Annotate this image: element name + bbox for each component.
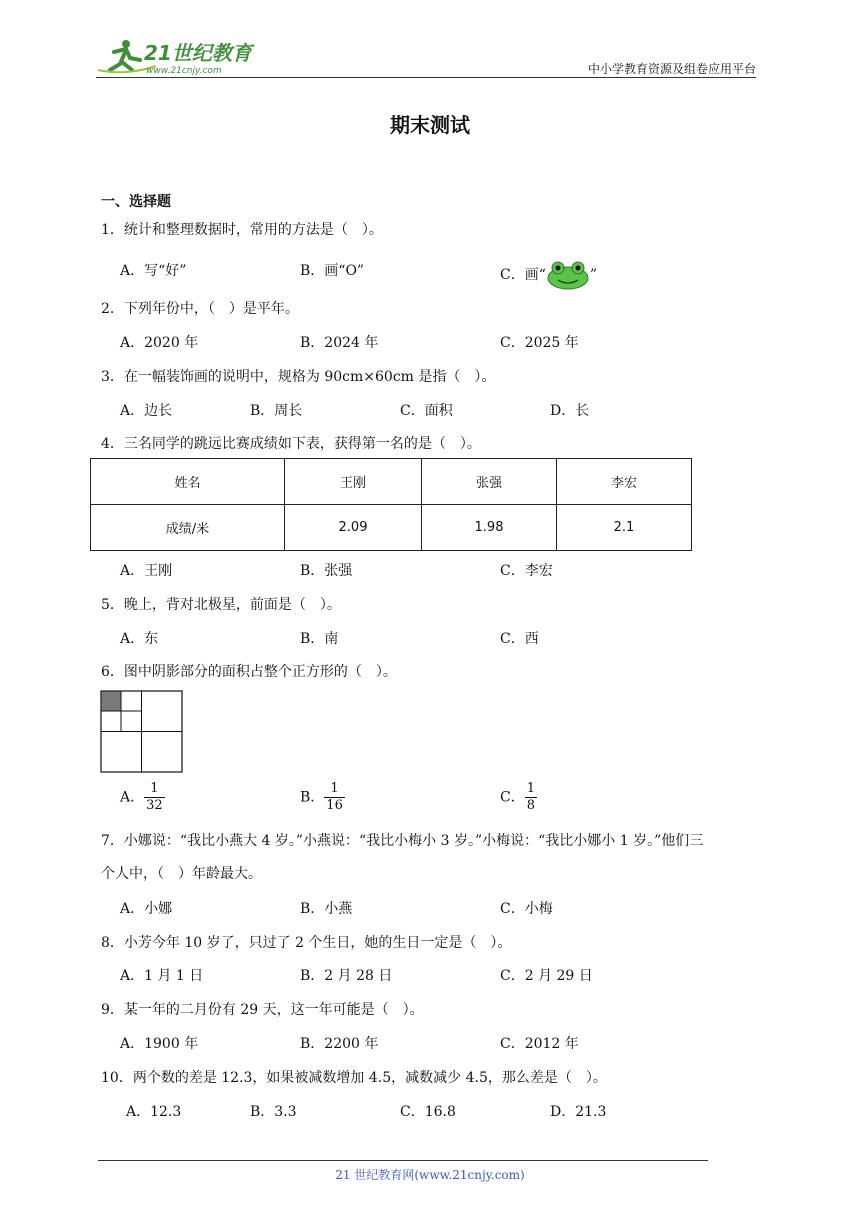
table-cell: 姓名	[91, 459, 285, 505]
q10-option-a: A．12.3	[126, 1104, 182, 1120]
fraction	[144, 781, 165, 814]
q7-option-b: B．小燕	[300, 901, 353, 917]
q1-option-c	[500, 260, 597, 290]
q4-option-a: A．王刚	[120, 563, 173, 579]
page-title: 期末测试	[390, 113, 470, 137]
site-logo	[96, 36, 261, 78]
option-label: C．	[500, 789, 525, 806]
question-10: 10．两个数的差是 12.3，如果被减数增加 4.5，减数减少 4.5，那么差是（ ）。	[101, 1070, 607, 1086]
table-cell: 2.09	[285, 505, 422, 551]
q3-option-d: D．长	[550, 403, 590, 419]
header-platform-text: 中小学教育资源及组卷应用平台	[587, 62, 756, 76]
q9-option-a: A．1900 年	[120, 1036, 199, 1052]
q3-option-b: B．周长	[250, 403, 303, 419]
question-9: 9．某一年的二月份有 29 天，这一年可能是（ ）。	[101, 1002, 424, 1018]
question-3: 3．在一幅装饰画的说明中，规格为 90cm×60cm 是指（ ）。	[101, 369, 496, 385]
section-heading: 一、选择题	[101, 194, 171, 210]
q7-option-a: A．小娜	[120, 901, 173, 917]
table-cell: 2.1	[557, 505, 692, 551]
question-8: 8．小芳今年 10 岁了，只过了 2 个生日，她的生日一定是（ ）。	[101, 935, 512, 951]
table-cell: 李宏	[557, 459, 692, 505]
q1-option-b: B．画“O”	[300, 263, 365, 279]
q9-option-c: C．2012 年	[500, 1036, 579, 1052]
q3-option-c: C．面积	[400, 403, 453, 419]
q5-option-b: B．南	[300, 631, 339, 647]
q5-option-c: C．西	[500, 631, 539, 647]
question-6: 6．图中阴影部分的面积占整个正方形的（ ）。	[101, 664, 397, 680]
q6-option-c	[500, 781, 537, 814]
denominator: 16	[326, 798, 343, 813]
q2-option-c: C．2025 年	[500, 335, 579, 351]
q6-option-b	[300, 781, 345, 814]
frog-icon	[546, 260, 590, 290]
q2-option-b: B．2024 年	[300, 335, 379, 351]
question-7-continued: 个人中，（ ）年龄最大。	[101, 866, 262, 882]
score-table	[90, 458, 692, 551]
question-2: 2．下列年份中，（ ）是平年。	[101, 301, 299, 317]
table-row	[91, 505, 692, 551]
q2-option-a: A．2020 年	[120, 335, 199, 351]
denominator: 32	[146, 798, 163, 813]
numerator: 1	[324, 781, 345, 798]
table-cell: 王刚	[285, 459, 422, 505]
q10-option-b: B．3.3	[250, 1104, 297, 1120]
numerator: 1	[526, 781, 535, 796]
option-label: B．	[300, 789, 325, 806]
q10-option-d: D．21.3	[550, 1104, 607, 1120]
table-cell: 1.98	[422, 505, 557, 551]
q9-option-b: B．2200 年	[300, 1036, 379, 1052]
q7-option-c: C．小梅	[500, 901, 553, 917]
q10-option-c: C．16.8	[400, 1104, 456, 1120]
q4-option-b: B．张强	[300, 563, 353, 579]
logo-text: 21世纪教育	[144, 41, 252, 65]
q6-option-a	[120, 781, 165, 814]
q5-option-a: A．东	[120, 631, 159, 647]
shaded-square-figure	[100, 690, 184, 774]
question-7: 7．小娜说：“我比小燕大 4 岁。”小燕说：“我比小梅小 3 岁。”小梅说：“我比小娜小 1 岁。”他们三	[101, 833, 704, 849]
q8-option-c: C．2 月 29 日	[500, 968, 593, 984]
q1-option-a: A．写“好”	[120, 263, 187, 279]
q3-option-a: A．边长	[120, 403, 173, 419]
header-divider	[96, 77, 756, 78]
q8-option-b: B．2 月 28 日	[300, 968, 393, 984]
question-1: 1．统计和整理数据时，常用的方法是（ ）。	[101, 222, 383, 238]
q4-option-c: C．李宏	[500, 563, 553, 579]
question-4: 4．三名同学的跳远比赛成绩如下表，获得第一名的是（ ）。	[101, 436, 481, 452]
fraction	[525, 781, 537, 814]
numerator: 1	[144, 781, 165, 798]
denominator: 8	[526, 798, 535, 813]
q8-option-a: A．1 月 1 日	[120, 968, 204, 984]
q1-option-c-close-quote: ”	[589, 267, 598, 283]
footer-text: 21 世纪教育网(www.21cnjy.com)	[335, 1168, 525, 1182]
q1-option-c-label: C．画“	[500, 267, 546, 283]
footer-divider	[98, 1160, 708, 1161]
question-5: 5．晚上，背对北极星，前面是（ ）。	[101, 597, 341, 613]
logo-url: www.21cnjy.com	[146, 66, 222, 76]
option-label: A．	[120, 789, 145, 806]
table-cell: 张强	[422, 459, 557, 505]
table-header-row	[91, 459, 692, 505]
table-cell: 成绩/米	[91, 505, 285, 551]
fraction	[324, 781, 345, 814]
